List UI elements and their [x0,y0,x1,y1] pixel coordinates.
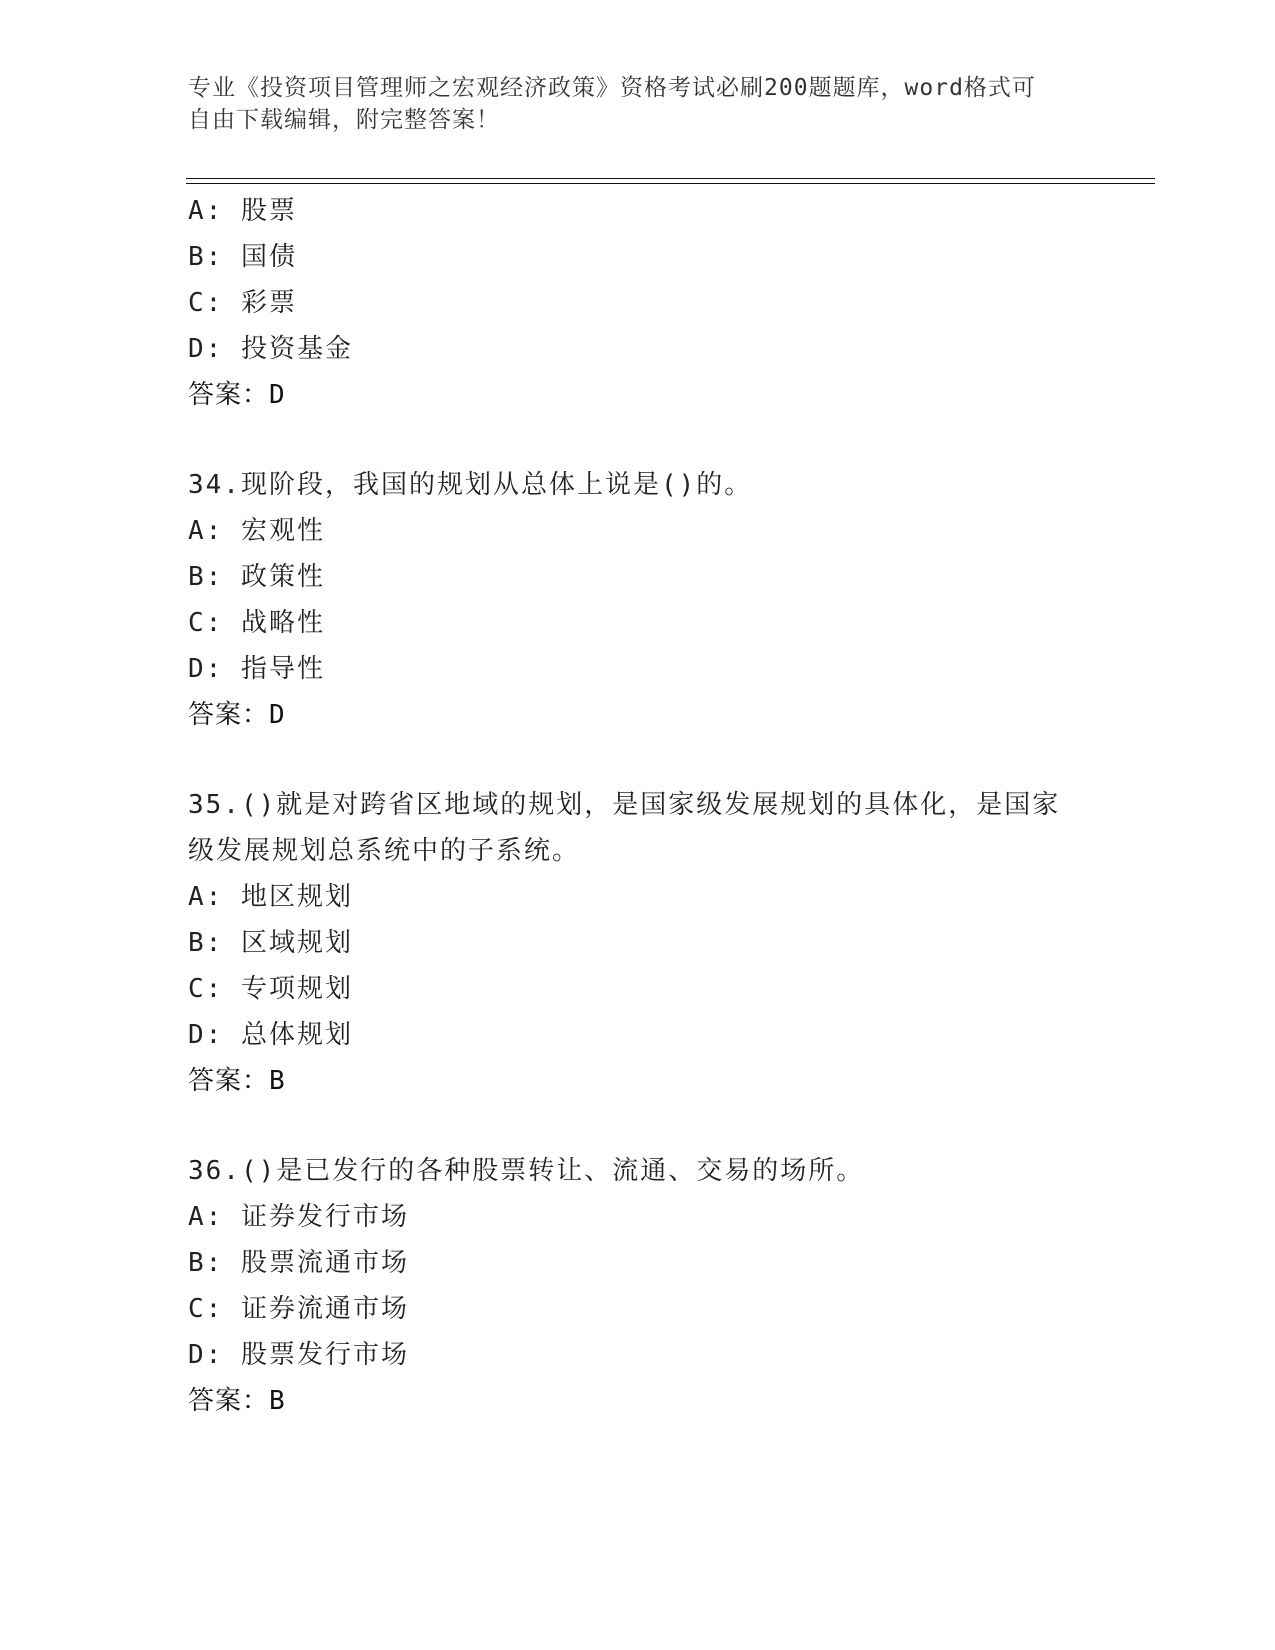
option-a: A: 证券发行市场 [188,1202,409,1232]
option-a: A: 地区规划 [188,882,353,912]
answer-value: D [269,700,286,730]
header-title-line-2: 自由下载编辑，附完整答案！ [188,107,500,133]
option-b: B: 政策性 [188,562,325,592]
answer-line [188,372,1088,418]
option-d: D: 总体规划 [188,1020,353,1050]
option-d: D: 指导性 [188,654,325,684]
question-text: 36.()是已发行的各种股票转让、流通、交易的场所。 [188,1156,865,1186]
option-b: B: 国债 [188,242,297,272]
question-34 [188,462,1088,738]
answer-label: 答案： [188,1386,270,1416]
answer-value: D [269,380,286,410]
option-a: A: 股票 [188,196,297,226]
option-c: C: 战略性 [188,608,325,638]
answer-label: 答案： [188,700,270,730]
header-divider-top [186,178,1155,179]
header-divider-bottom [186,183,1155,184]
answer-label: 答案： [188,380,270,410]
option-b: B: 股票流通市场 [188,1248,409,1278]
answer-line [188,1378,1088,1424]
option-c: C: 专项规划 [188,974,353,1004]
question-33 [188,188,1088,418]
question-text: 34.现阶段，我国的规划从总体上说是()的。 [188,470,753,500]
question-36 [188,1148,1088,1424]
question-35 [188,782,1088,1104]
question-text-line-1: 35.()就是对跨省区地域的规划，是国家级发展规划的具体化，是国家 [188,790,1061,820]
option-c: C: 彩票 [188,288,297,318]
question-text-line-2: 级发展规划总系统中的子系统。 [188,836,581,866]
option-a: A: 宏观性 [188,516,325,546]
option-c: C: 证券流通市场 [188,1294,409,1324]
document-header [188,72,1068,136]
option-b: B: 区域规划 [188,928,353,958]
option-d: D: 投资基金 [188,334,353,364]
answer-line [188,692,1088,738]
answer-label: 答案： [188,1066,270,1096]
question-list [188,188,1088,1424]
header-title-line-1: 专业《投资项目管理师之宏观经济政策》资格考试必刷200题题库，word格式可 [188,75,1036,101]
answer-line [188,1058,1088,1104]
option-d: D: 股票发行市场 [188,1340,409,1370]
answer-value: B [269,1066,286,1096]
answer-value: B [269,1386,286,1416]
